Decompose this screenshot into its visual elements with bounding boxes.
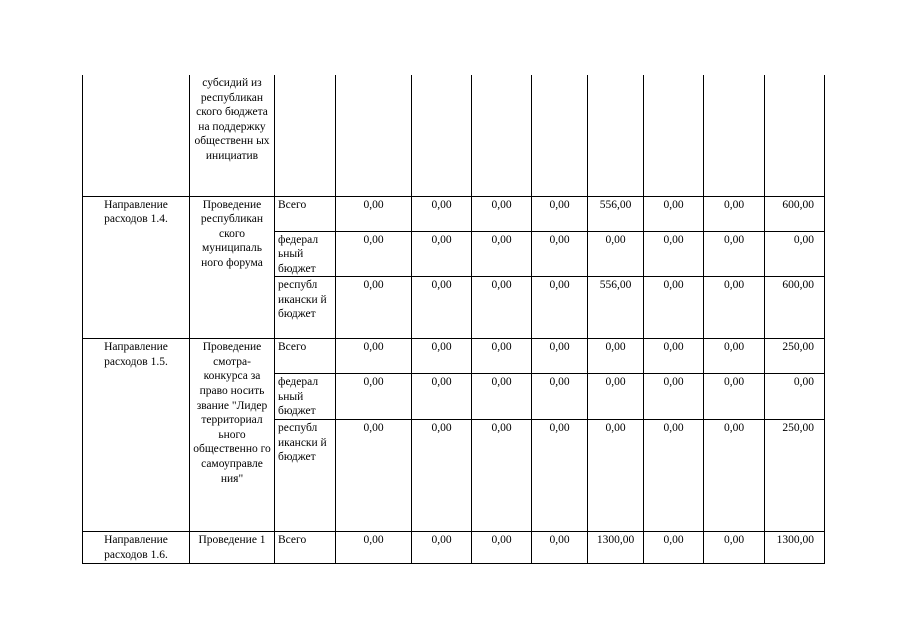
- amount-cell: [336, 75, 412, 196]
- amount-cell: 0,00: [704, 420, 765, 532]
- amount-cell: 0,00: [644, 196, 704, 231]
- direction-cell: Направление расходов 1.6.: [83, 532, 190, 564]
- direction-cell: Направление расходов 1.5.: [83, 339, 190, 532]
- amount-cell: 600,00: [765, 277, 825, 339]
- amount-cell: 0,00: [765, 374, 825, 420]
- amount-cell: 0,00: [472, 231, 532, 277]
- funding-source-cell: федерал ьный бюджет: [275, 231, 336, 277]
- amount-cell: 250,00: [765, 420, 825, 532]
- activity-name-cell: Проведение смотра-конкурса за право носить звание "Лидер территориал ьного общественно го самоуправле ния": [190, 339, 275, 532]
- table-row: [83, 75, 825, 196]
- amount-cell: 0,00: [472, 196, 532, 231]
- amount-cell: 0,00: [336, 532, 412, 564]
- amount-cell: 0,00: [336, 277, 412, 339]
- amount-cell: 0,00: [644, 231, 704, 277]
- amount-cell: 0,00: [588, 231, 644, 277]
- amount-cell: 0,00: [644, 420, 704, 532]
- amount-cell: 0,00: [336, 374, 412, 420]
- amount-cell: 0,00: [532, 277, 588, 339]
- amount-cell: 0,00: [644, 339, 704, 374]
- amount-cell: 0,00: [532, 532, 588, 564]
- amount-cell: 0,00: [336, 339, 412, 374]
- amount-cell: 0,00: [532, 339, 588, 374]
- amount-cell: 0,00: [412, 231, 472, 277]
- funding-source-cell: [275, 75, 336, 196]
- amount-cell: 0,00: [532, 420, 588, 532]
- amount-cell: 0,00: [532, 374, 588, 420]
- amount-cell: 0,00: [704, 374, 765, 420]
- amount-cell: 0,00: [704, 231, 765, 277]
- amount-cell: 0,00: [412, 339, 472, 374]
- amount-cell: 0,00: [644, 374, 704, 420]
- amount-cell: 600,00: [765, 196, 825, 231]
- amount-cell: [532, 75, 588, 196]
- amount-cell: 0,00: [412, 277, 472, 339]
- direction-cell: Направление расходов 1.4.: [83, 196, 190, 339]
- amount-cell: 1300,00: [588, 532, 644, 564]
- amount-cell: 250,00: [765, 339, 825, 374]
- amount-cell: 0,00: [472, 374, 532, 420]
- funding-source-cell: Всего: [275, 532, 336, 564]
- amount-cell: 0,00: [412, 532, 472, 564]
- amount-cell: 0,00: [704, 339, 765, 374]
- amount-cell: 0,00: [588, 339, 644, 374]
- amount-cell: 0,00: [704, 196, 765, 231]
- amount-cell: 0,00: [704, 532, 765, 564]
- funding-source-cell: республ икански й бюджет: [275, 420, 336, 532]
- activity-name-cell: Проведение республикан ского муниципаль ного форума: [190, 196, 275, 339]
- amount-cell: 0,00: [532, 231, 588, 277]
- table-row: [83, 339, 825, 374]
- amount-cell: 0,00: [336, 231, 412, 277]
- activity-name-cell: субсидий из республикан ского бюджета на поддержку общественн ых инициатив: [190, 75, 275, 196]
- amount-cell: 0,00: [588, 374, 644, 420]
- table-row: [83, 532, 825, 564]
- amount-cell: 0,00: [472, 420, 532, 532]
- amount-cell: 0,00: [765, 231, 825, 277]
- amount-cell: [644, 75, 704, 196]
- amount-cell: [412, 75, 472, 196]
- funding-source-cell: федерал ьный бюджет: [275, 374, 336, 420]
- amount-cell: 556,00: [588, 196, 644, 231]
- amount-cell: 0,00: [336, 196, 412, 231]
- amount-cell: [765, 75, 825, 196]
- funding-source-cell: республ икански й бюджет: [275, 277, 336, 339]
- amount-cell: 0,00: [336, 420, 412, 532]
- funding-source-cell: Всего: [275, 339, 336, 374]
- amount-cell: [588, 75, 644, 196]
- table-row: [83, 196, 825, 231]
- amount-cell: 0,00: [532, 196, 588, 231]
- activity-name-cell: Проведение 1: [190, 532, 275, 564]
- amount-cell: [472, 75, 532, 196]
- amount-cell: 0,00: [412, 196, 472, 231]
- direction-cell: [83, 75, 190, 196]
- amount-cell: 556,00: [588, 277, 644, 339]
- amount-cell: 0,00: [644, 532, 704, 564]
- amount-cell: 0,00: [412, 374, 472, 420]
- amount-cell: 0,00: [588, 420, 644, 532]
- amount-cell: 0,00: [704, 277, 765, 339]
- amount-cell: 0,00: [472, 277, 532, 339]
- amount-cell: [704, 75, 765, 196]
- amount-cell: 0,00: [644, 277, 704, 339]
- budget-table-body: [83, 75, 825, 564]
- amount-cell: 0,00: [412, 420, 472, 532]
- amount-cell: 0,00: [472, 532, 532, 564]
- amount-cell: 0,00: [472, 339, 532, 374]
- funding-source-cell: Всего: [275, 196, 336, 231]
- amount-cell: 1300,00: [765, 532, 825, 564]
- budget-table: [82, 75, 825, 564]
